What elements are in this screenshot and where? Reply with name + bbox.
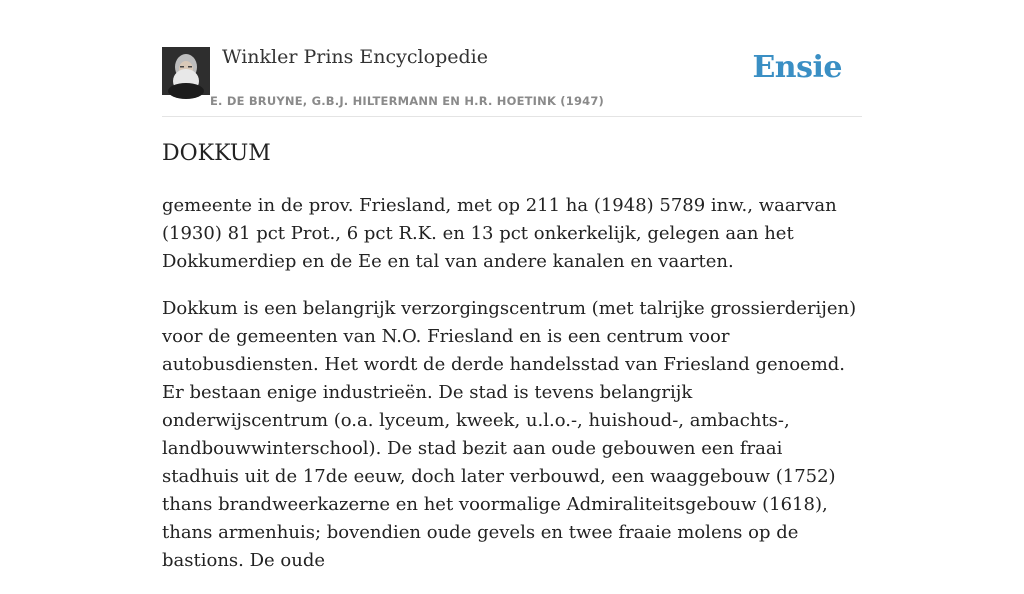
entry-title: DOKKUM <box>162 141 271 166</box>
entry-body <box>162 192 862 594</box>
author-portrait <box>162 47 210 95</box>
author-credits: E. DE BRUYNE, G.B.J. HILTERMANN EN H.R. HOETINK (1947) <box>210 94 605 108</box>
paragraph: Dokkum is een belangrijk verzorgingscentrum (met talrijke grossierderijen) voor de gemeenten van N.O. Friesland en is een centrum voor autobusdiensten. Het wordt de derde handelsstad van Friesland genoemd. Er bestaan enige industrieën. De stad is tevens belangrijk onderwijscentrum (o.a. lyceum, kweek, u.l.o.-, huishoud-, ambachts-, landbouwwinterschool). De stad bezit aan oude gebouwen een fraai stadhuis uit de 17de eeuw, doch later verbouwd, een waaggebouw (1752) thans brandweerkazerne en het voormalige Admiraliteitsgebouw (1618), thans armenhuis; bovendien oude gevels en twee fraaie molens op de bastions. De oude <box>162 298 857 571</box>
paragraph: gemeente in de prov. Friesland, met op 211 ha (1948) 5789 inw., waarvan (1930) 81 pct Prot., 6 pct R.K. en 13 pct onkerkelijk, gelegen aan het Dokkumerdiep en de Ee en tal van andere kanalen en vaarten. <box>162 195 837 272</box>
site-header <box>162 44 862 117</box>
ensie-logo[interactable]: Ensie <box>752 50 842 85</box>
site-title[interactable]: Winkler Prins Encyclopedie <box>222 46 488 68</box>
